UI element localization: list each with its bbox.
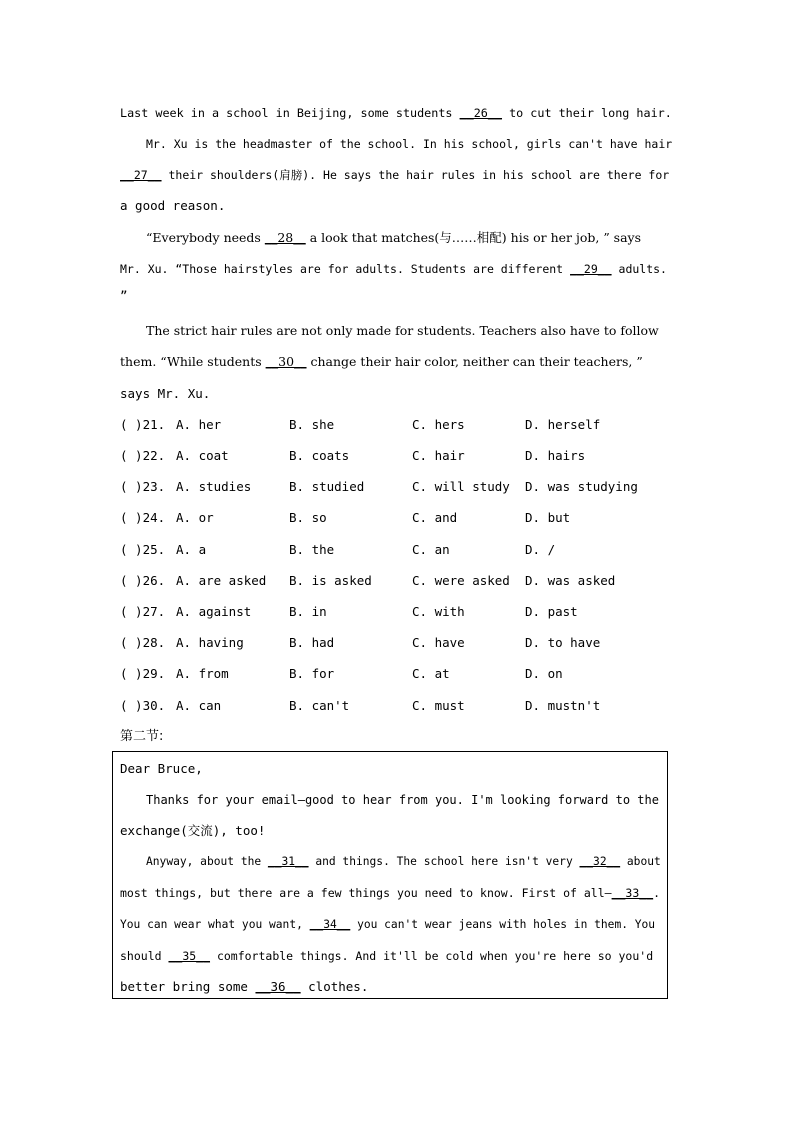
blank-33: __33__	[611, 886, 654, 900]
option-c: C. at	[412, 666, 450, 681]
option-a: A. are asked	[176, 573, 267, 588]
option-c: C. an	[412, 542, 450, 557]
passage-line: Mr. Xu. “Those hairstyles are for adults. Students are different __29__ adults.	[120, 262, 667, 276]
option-a: A. coat	[176, 448, 229, 463]
option-b: B. studied	[289, 479, 365, 494]
question-25: ( )25. A. a B. the C. an D. /	[120, 542, 556, 557]
option-c: C. and	[412, 510, 458, 525]
letter-line: should __35__ comfortable things. And it'll be cold when you're here so you'd	[120, 949, 654, 963]
blank-29: __29__	[570, 262, 612, 276]
letter-line: You can wear what you want, __34__ you can't wear jeans with holes in them. You	[120, 918, 656, 931]
option-d: D. herself	[525, 417, 601, 432]
option-c: C. with	[412, 604, 465, 619]
option-c: C. hers	[412, 417, 465, 432]
option-a: A. having	[176, 635, 244, 650]
question-22: ( )22. A. coat B. coats C. hair D. hairs	[120, 448, 586, 463]
option-b: B. had	[289, 635, 335, 650]
section-title: 第二节:	[120, 729, 164, 744]
option-c: C. have	[412, 635, 465, 650]
option-b: B. the	[289, 542, 335, 557]
blank-35: __35__	[168, 949, 211, 963]
passage-line: __27__ their shoulders(肩膀). He says the hair rules in his school are there for	[120, 168, 670, 182]
passage-line: “Everybody needs __28__ a look that matches(与……相配) his or her job, ” says	[146, 230, 642, 245]
question-27: ( )27. A. against B. in C. with D. past	[120, 604, 578, 619]
passage-line: The strict hair rules are not only made for students. Teachers also have to follow	[146, 323, 659, 338]
option-a: A. from	[176, 666, 229, 681]
question-30: ( )30. A. can B. can't C. must D. mustn't	[120, 698, 601, 713]
letter-line: better bring some __36__ clothes.	[120, 979, 369, 994]
option-a: A. a	[176, 542, 207, 557]
passage-line: them. “While students __30__ change their hair color, neither can their teachers, ”	[120, 354, 643, 369]
blank-31: __31__	[267, 855, 309, 868]
letter-line: most things, but there are a few things you need to know. First of all—__33__.	[120, 886, 661, 900]
option-b: B. is asked	[289, 573, 372, 588]
option-c: C. were asked	[412, 573, 510, 588]
option-c: C. will study	[412, 479, 510, 494]
option-d: D. but	[525, 510, 571, 525]
option-c: C. must	[412, 698, 465, 713]
option-d: D. mustn't	[525, 698, 601, 713]
passage-line: Mr. Xu is the headmaster of the school. In his school, girls can't have hair	[146, 137, 673, 151]
option-b: B. for	[289, 666, 335, 681]
blank-34: __34__	[309, 918, 351, 931]
letter-line: Thanks for your email—good to hear from you. I'm looking forward to the	[146, 793, 659, 807]
option-a: A. her	[176, 417, 222, 432]
letter-line: Dear Bruce,	[120, 761, 203, 776]
option-d: D. was studying	[525, 479, 638, 494]
option-b: B. coats	[289, 448, 350, 463]
blank-30: __30__	[265, 354, 307, 369]
option-d: D. /	[525, 542, 556, 557]
option-a: A. against	[176, 604, 252, 619]
blank-26: __26__	[459, 106, 503, 120]
question-28: ( )28. A. having B. had C. have D. to have	[120, 635, 601, 650]
option-d: D. past	[525, 604, 578, 619]
option-d: D. hairs	[525, 448, 586, 463]
option-b: B. can't	[289, 698, 350, 713]
passage-line: says Mr. Xu.	[120, 386, 211, 401]
passage-line: ”	[120, 288, 128, 303]
letter-line: Anyway, about the __31__ and things. The school here isn't very __32__ about	[146, 855, 661, 868]
option-d: D. on	[525, 666, 563, 681]
blank-28: __28__	[264, 230, 306, 245]
option-b: B. in	[289, 604, 327, 619]
letter-line: exchange(交流), too!	[120, 823, 266, 838]
option-a: A. or	[176, 510, 214, 525]
blank-36: __36__	[255, 979, 301, 994]
option-a: A. can	[176, 698, 222, 713]
option-b: B. so	[289, 510, 327, 525]
option-d: D. was asked	[525, 573, 616, 588]
question-29: ( )29. A. from B. for C. at D. on	[120, 666, 563, 681]
passage-line: Last week in a school in Beijing, some students __26__ to cut their long hair.	[120, 106, 672, 120]
question-26: ( )26. A. are asked B. is asked C. were asked D. was asked	[120, 573, 616, 588]
blank-32: __32__	[579, 855, 621, 868]
question-24: ( )24. A. or B. so C. and D. but	[120, 510, 571, 525]
blank-27: __27__	[120, 168, 162, 182]
option-b: B. she	[289, 417, 335, 432]
passage-line: a good reason.	[120, 198, 226, 213]
question-23: ( )23. A. studies B. studied C. will study D. was studying	[120, 479, 638, 494]
option-d: D. to have	[525, 635, 601, 650]
option-c: C. hair	[412, 448, 465, 463]
option-a: A. studies	[176, 479, 252, 494]
question-21: ( )21. A. her B. she C. hers D. herself	[120, 417, 601, 432]
